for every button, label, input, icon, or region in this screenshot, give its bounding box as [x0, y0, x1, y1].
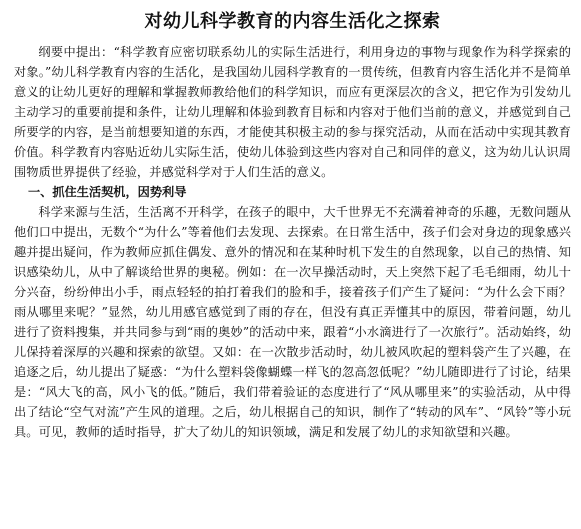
section-paragraph: 科学来源与生活，生活离不开科学，在孩子的眼中，大千世界无不充满着神奇的乐趣，无数问题从他们口中提出，无数个“为什么”等着他们去发现、去探索。在日常生活中，孩子们会对身边的现象感兴趣并提出疑问，作为教师应抓住偶发、意外的情况和在某种时机下发生的自然现象，以自己的热情、知识感染幼儿，从中了解谈给世界的奥秘。例如：在一次早操活动时，天上突然下起了毛毛细雨，幼儿十分兴奋，纷纷伸出小手，雨点轻轻的拍打着我们的脸和手，接着孩子们产生了疑问：“为什么会下雨？雨从哪里来呢？”显然，幼儿用感官感觉到了雨的存在，但没有真正弄懂其中的原因，带着问题，幼儿进行了资料搜集，并共同参与到“雨的奥妙”的活动中来，跟着“小水滴进行了一次旅行”。活动始终，幼儿保持着深厚的兴趣和探索的欲望。又如：在一次散步活动时，幼儿被风吹起的塑料袋产生了兴趣，在追逐之后，幼儿提出了疑惑：“为什么塑料袋像蝴蝶一样飞的忽高忽低呢？”幼儿随即进行了讨论，结果是：“风大飞的高，风小飞的低。”随后，我们带着验证的态度进行了“风从哪里来”的实验活动，从中得出了结论“空气对流”产生风的道理。之后，幼儿根据自己的知识，制作了“转动的风车”、“风铃”等小玩具。可见，教师的适时指导，扩大了幼儿的知识领域，满足和发展了幼儿的求知欲望和兴趣。: [14, 205, 571, 439]
intro-paragraph: 纲要中提出：“科学教育应密切联系幼儿的实际生活进行，利用身边的事物与现象作为科学探索的对象。”幼儿科学教育内容的生活化，是我国幼儿园科学教育的一贯传统，但教育内容生活化并不是简单意义的让幼儿更好的理解和掌握教师教给他们的科学知识，而应有更深层次的含义，把它作为引发幼儿主动学习的重要前提和条件，让幼儿理解和体验到教育目标和内容对于他们当前的意义，并感觉到自己所要学的内容，是当前想要知道的东西，才能使其积极主动的参与探究活动，从而在活动中实现其教育价值。科学教育内容贴近幼儿实际生活，使幼儿体验到这些内容对自己和同伴的意义，这为幼儿认识周围物质世界提供了经验，并感觉科学对于人们生活的意义。: [14, 45, 571, 179]
section-heading: 一、抓住生活契机，因势利导: [28, 185, 187, 199]
document-title: 对幼儿科学教育的内容生活化之探索: [144, 11, 441, 32]
